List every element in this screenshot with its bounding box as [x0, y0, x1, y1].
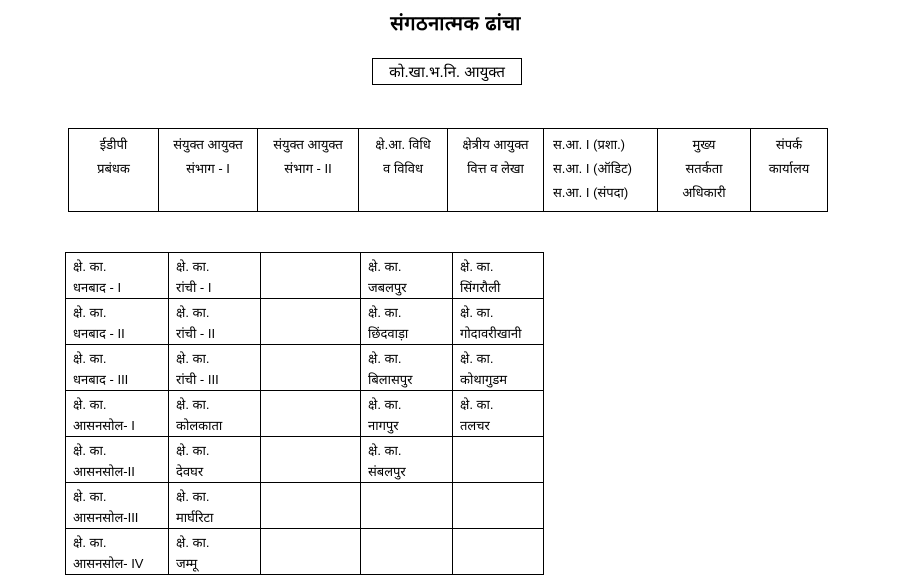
- office-cell-line: आसनसोल-III: [73, 510, 139, 525]
- header-table-row: [69, 129, 828, 212]
- office-cell-line: क्षे. का.: [368, 351, 402, 366]
- office-table-row: [66, 437, 544, 483]
- office-table-cell: [66, 483, 169, 529]
- office-table-cell: [66, 345, 169, 391]
- office-table-cell: [169, 299, 261, 345]
- office-cell-line: क्षे. का.: [176, 535, 210, 550]
- office-table-cell: [361, 299, 453, 345]
- office-table-cell: [261, 437, 361, 483]
- office-table-row: [66, 391, 544, 437]
- header-cell-line: अधिकारी: [682, 185, 726, 200]
- office-cell-line: धनबाद - I: [73, 280, 122, 295]
- office-table-cell: [261, 253, 361, 299]
- header-cell-line: क्षेत्रीय आयुक्त: [462, 137, 529, 152]
- office-cell-line: क्षे. का.: [368, 443, 402, 458]
- header-cell-joint-commissioner-div2: [258, 129, 359, 212]
- office-table-cell: [261, 345, 361, 391]
- header-cell-line: संयुक्त आयुक्त: [173, 137, 243, 152]
- office-cell-line: आसनसोल- I: [73, 418, 135, 433]
- header-cell-line: स.आ. I (प्रशा.): [553, 137, 626, 152]
- header-cell-line: ईडीपी: [99, 137, 128, 152]
- header-cell-line: कार्यालय: [768, 161, 810, 176]
- commissioner-box-label: को.खा.भ.नि. आयुक्त: [389, 63, 505, 81]
- office-cell-line: क्षे. का.: [73, 535, 107, 550]
- office-cell-line: जबलपुर: [368, 280, 407, 295]
- header-cell-line: संयुक्त आयुक्त: [273, 137, 343, 152]
- office-table-cell: [361, 253, 453, 299]
- office-cell-line: रांची - I: [176, 280, 212, 295]
- header-cell-line: संभाग - II: [284, 161, 332, 176]
- office-cell-line: जम्मू: [176, 556, 198, 571]
- page-title: संगठनात्मक ढांचा: [390, 13, 521, 35]
- office-table-cell: [453, 529, 544, 575]
- office-cell-line: क्षे. का.: [460, 397, 494, 412]
- office-cell-line: संबलपुर: [368, 464, 406, 479]
- office-table-cell: [169, 529, 261, 575]
- office-cell-line: आसनसोल-II: [73, 464, 135, 479]
- office-table-cell: [361, 483, 453, 529]
- office-cell-line: क्षे. का.: [73, 397, 107, 412]
- header-cell-line: संपर्क: [775, 137, 803, 152]
- header-cell-law-misc: [359, 129, 448, 212]
- office-table-cell: [66, 299, 169, 345]
- office-cell-line: क्षे. का.: [176, 443, 210, 458]
- office-cell-line: कोलकाता: [176, 418, 223, 433]
- header-cell-liaison-office: [751, 129, 828, 212]
- office-table-row: [66, 483, 544, 529]
- office-table-row: [66, 345, 544, 391]
- header-cell-line: संभाग - I: [186, 161, 230, 176]
- office-table-cell: [169, 345, 261, 391]
- office-cell-line: क्षे. का.: [368, 259, 402, 274]
- office-table-cell: [169, 391, 261, 437]
- office-cell-line: धनबाद - II: [73, 326, 125, 341]
- office-cell-line: क्षे. का.: [73, 259, 107, 274]
- header-cell-assistant-commissioners: [544, 129, 658, 212]
- header-cell-line: सतर्कता: [685, 161, 723, 176]
- office-cell-line: तलचर: [460, 418, 490, 433]
- office-cell-line: कोथागुडम: [460, 372, 508, 387]
- header-table: [68, 128, 828, 212]
- office-table-cell: [453, 299, 544, 345]
- office-table-row: [66, 529, 544, 575]
- header-cell-finance-accounts: [448, 129, 544, 212]
- office-table-row: [66, 253, 544, 299]
- office-table-cell: [66, 437, 169, 483]
- office-cell-line: रांची - III: [176, 372, 219, 387]
- office-cell-line: क्षे. का.: [460, 351, 494, 366]
- header-cell-line: व विविध: [382, 161, 424, 176]
- office-cell-line: बिलासपुर: [368, 372, 413, 387]
- header-cell-line: वित्त व लेखा: [467, 161, 524, 176]
- office-cell-line: क्षे. का.: [73, 305, 107, 320]
- office-cell-line: मार्घरिटा: [176, 510, 214, 525]
- office-table-cell: [261, 529, 361, 575]
- office-table-cell: [453, 437, 544, 483]
- office-cell-line: धनबाद - III: [73, 372, 129, 387]
- commissioner-box: [372, 58, 522, 85]
- office-cell-line: रांची - II: [176, 326, 216, 341]
- office-cell-line: क्षे. का.: [368, 397, 402, 412]
- office-table-cell: [453, 483, 544, 529]
- office-table-cell: [66, 253, 169, 299]
- office-cell-line: गोदावरीखानी: [460, 326, 522, 341]
- office-table-cell: [169, 483, 261, 529]
- office-table: [65, 252, 544, 575]
- office-table-cell: [261, 299, 361, 345]
- office-table-cell: [261, 391, 361, 437]
- header-cell-chief-vigilance-officer: [658, 129, 751, 212]
- office-cell-line: क्षे. का.: [176, 397, 210, 412]
- office-table-cell: [453, 391, 544, 437]
- office-cell-line: आसनसोल- IV: [73, 556, 144, 571]
- office-cell-line: क्षे. का.: [73, 489, 107, 504]
- office-cell-line: क्षे. का.: [368, 305, 402, 320]
- office-table-cell: [66, 529, 169, 575]
- office-cell-line: क्षे. का.: [176, 489, 210, 504]
- office-table-cell: [453, 345, 544, 391]
- office-table-cell: [169, 253, 261, 299]
- office-table-cell: [453, 253, 544, 299]
- office-cell-line: छिंदवाड़ा: [368, 326, 409, 341]
- office-table-cell: [361, 391, 453, 437]
- header-cell-line: स.आ. I (संपदा): [553, 185, 629, 200]
- office-cell-line: क्षे. का.: [460, 259, 494, 274]
- header-cell-line: क्षे.आ. विधि: [375, 137, 431, 152]
- office-table-cell: [361, 345, 453, 391]
- header-cell-edp-manager: [69, 129, 159, 212]
- office-cell-line: देवघर: [176, 464, 204, 479]
- office-table-cell: [169, 437, 261, 483]
- header-cell-line: मुख्य: [692, 137, 716, 152]
- office-cell-line: क्षे. का.: [176, 351, 210, 366]
- office-cell-line: नागपुर: [368, 418, 399, 433]
- office-table-cell: [261, 483, 361, 529]
- office-cell-line: क्षे. का.: [460, 305, 494, 320]
- office-cell-line: क्षे. का.: [176, 259, 210, 274]
- office-table-cell: [361, 437, 453, 483]
- header-cell-line: प्रबंधक: [97, 161, 130, 176]
- office-cell-line: सिंगरौली: [460, 280, 501, 295]
- office-table-row: [66, 299, 544, 345]
- office-cell-line: क्षे. का.: [73, 351, 107, 366]
- office-table-cell: [361, 529, 453, 575]
- office-table-body: [66, 253, 544, 575]
- office-cell-line: क्षे. का.: [176, 305, 210, 320]
- header-cell-line: स.आ. I (ऑडिट): [553, 161, 632, 176]
- office-table-cell: [66, 391, 169, 437]
- office-cell-line: क्षे. का.: [73, 443, 107, 458]
- header-cell-joint-commissioner-div1: [159, 129, 258, 212]
